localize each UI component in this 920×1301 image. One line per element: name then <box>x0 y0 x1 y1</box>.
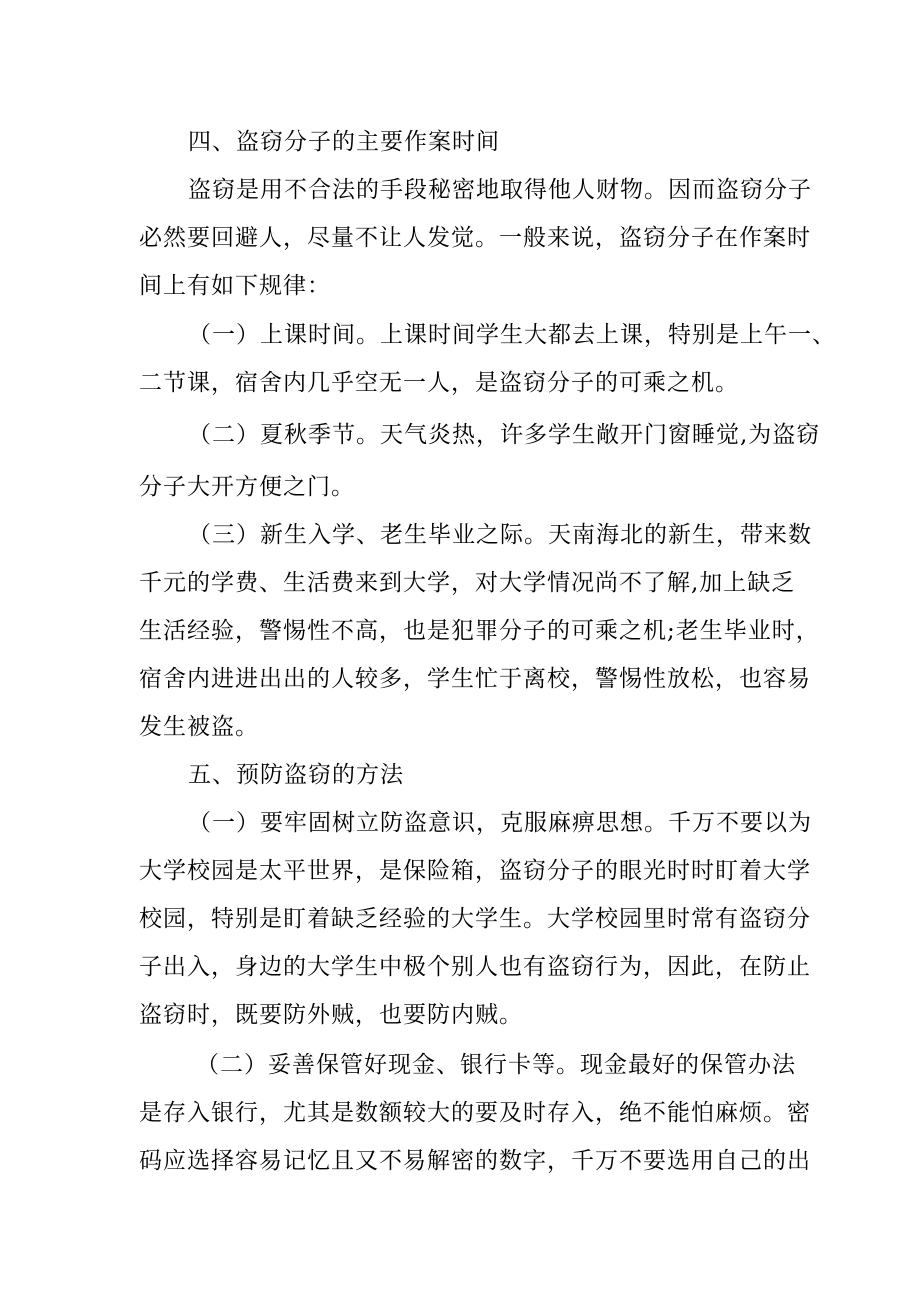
paragraph-line: 千元的学费、生活费来到大学，对大学情况尚不了解,加上缺乏 <box>139 570 796 596</box>
paragraph-line: （一）上课时间。上课时间学生大都去上课，特别是上午一、 <box>188 322 836 348</box>
paragraph-line: 间上有如下规律： <box>139 273 331 299</box>
paragraph-line: （二）夏秋季节。天气炎热，许多学生敞开门窗睡觉,为盗窃 <box>188 422 821 448</box>
paragraph-line: 盗窃是用不合法的手段秘密地取得他人财物。因而盗窃分子 <box>188 177 812 203</box>
section-heading-5: 五、预防盗窃的方法 <box>188 762 404 788</box>
paragraph-line: 二节课，宿舍内几乎空无一人，是盗窃分子的可乘之机。 <box>139 370 739 396</box>
paragraph-line: （一）要牢固树立防盗意识，克服麻痹思想。千万不要以为 <box>188 810 812 836</box>
paragraph-line: （三）新生入学、老生毕业之际。天南海北的新生，带来数 <box>188 522 812 548</box>
paragraph-line: 宿舍内进进出出的人较多，学生忙于离校，警惕性放松，也容易 <box>139 666 811 692</box>
paragraph-line: 校园，特别是盯着缺乏经验的大学生。大学校园里时常有盗窃分 <box>139 906 811 932</box>
section-heading-4: 四、盗窃分子的主要作案时间 <box>188 129 500 155</box>
paragraph-line: 盗窃时，既要防外贼，也要防内贼。 <box>139 1002 523 1028</box>
paragraph-line: 生活经验，警惕性不高，也是犯罪分子的可乘之机;老生毕业时， <box>139 618 820 644</box>
paragraph-line: 子出入，身边的大学生中极个别人也有盗窃行为，因此，在防止 <box>139 954 811 980</box>
paragraph-line: 发生被盗。 <box>139 714 259 740</box>
paragraph-line: 是存入银行，尤其是数额较大的要及时存入，绝不能怕麻烦。密 <box>139 1100 811 1126</box>
paragraph-line: 必然要回避人，尽量不让人发觉。一般来说，盗窃分子在作案时 <box>139 225 811 251</box>
paragraph-line: 分子大开方便之门。 <box>139 474 355 500</box>
paragraph-line: （二）妥善保管好现金、银行卡等。现金最好的保管办法 <box>196 1052 796 1078</box>
paragraph-line: 码应选择容易记忆且又不易解密的数字，千万不要选用自己的出 <box>139 1148 811 1174</box>
paragraph-line: 大学校园是太平世界，是保险箱，盗窃分子的眼光时时盯着大学 <box>139 858 811 884</box>
